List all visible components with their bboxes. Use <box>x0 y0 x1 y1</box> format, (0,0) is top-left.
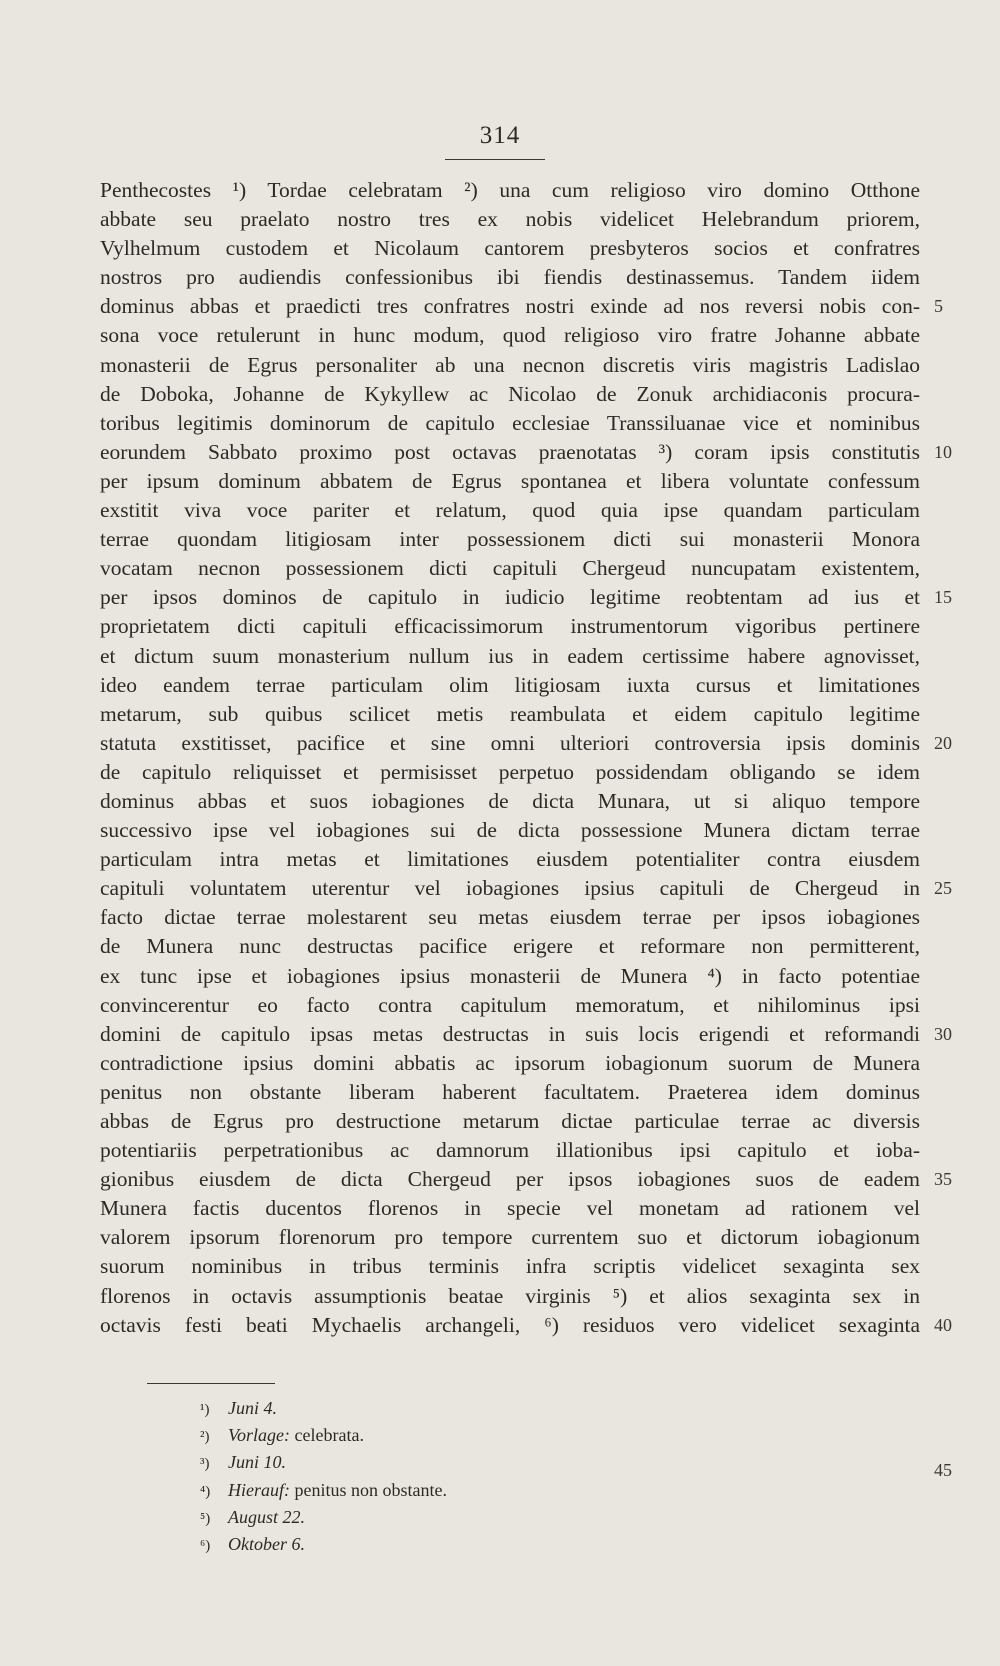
text-line: convincerentur eo facto contra capitulum memoratum, et nihilominus ipsi <box>100 992 920 1017</box>
text-line: dominus abbas et praedicti tres confratres nostri exinde ad nos reversi nobis con- <box>100 294 920 319</box>
text-line: domini de capitulo ipsas metas destructas in suis locis erigendi et reformandi <box>100 1021 920 1046</box>
footnote-mark: ⁶) <box>200 1537 211 1554</box>
line-number: 40 <box>934 1314 952 1335</box>
text-line: successivo ipse vel iobagiones sui de dicta possessione Munera dictam terrae <box>100 818 920 843</box>
footnote-term: August 22. <box>228 1506 306 1527</box>
main-text-block <box>100 176 920 1340</box>
footnote <box>200 1449 700 1476</box>
text-line: Munera factis ducentos florenos in specie vel monetam ad rationem vel <box>100 1196 920 1221</box>
footnote <box>200 1477 700 1504</box>
text-line: penitus non obstante liberam haberent facultatem. Praeterea idem dominus <box>100 1079 920 1104</box>
footnote-term: Juni 10. <box>228 1452 286 1473</box>
line-number: 35 <box>934 1169 952 1190</box>
page-number-underline <box>445 159 545 160</box>
line-number: 25 <box>934 878 952 899</box>
text-line: per ipsos dominos de capitulo in iudicio legitime reobtentam ad ius et <box>100 585 920 610</box>
text-line: et dictum suum monasterium nullum ius in eadem certissime habere agnovisset, <box>100 643 920 668</box>
text-line: toribus legitimis dominorum de capitulo ecclesiae Transsiluanae vice et nominibus <box>100 410 920 435</box>
footnote-term: Juni 4. <box>228 1398 277 1418</box>
footnotes-block <box>200 1395 700 1558</box>
text-line: de Munera nunc destructas pacifice erigere et reformare non permitterent, <box>100 934 920 959</box>
text-line: metarum, sub quibus scilicet metis reambulata et eidem capitulo legitime <box>100 701 920 726</box>
footnote-separator <box>147 1383 275 1384</box>
footnote-mark: ⁵) <box>200 1510 211 1527</box>
footnote-term: Oktober 6. <box>228 1533 305 1554</box>
text-line: particulam intra metas et limitationes eiusdem potentialiter contra eiusdem <box>100 847 920 872</box>
text-line: florenos in octavis assumptionis beatae virginis ⁵) et alios sexaginta sex in <box>100 1283 920 1308</box>
footnote-mark: ⁴) <box>200 1483 211 1500</box>
footnote-text: celebrata. <box>290 1425 364 1446</box>
footnote <box>200 1422 700 1449</box>
text-line: sona voce retulerunt in hunc modum, quod religioso viro fratre Johanne abbate <box>100 323 920 348</box>
text-line: octavis festi beati Mychaelis archangeli, ⁶) residuos vero videlicet sexaginta <box>100 1312 920 1337</box>
line-number: 10 <box>934 441 952 462</box>
text-line: gionibus eiusdem de dicta Chergeud per ipsos iobagiones suos de eadem <box>100 1167 920 1192</box>
footnote-mark: ²) <box>200 1429 210 1446</box>
text-line: exstitit viva voce pariter et relatum, quod quia ipse quandam particulam <box>100 498 920 523</box>
text-line: capituli voluntatem uterentur vel iobagiones ipsius capituli de Chergeud in <box>100 876 920 901</box>
line-number: 15 <box>934 587 952 608</box>
text-line: valorem ipsorum florenorum pro tempore currentem suo et dictorum iobagionum <box>100 1225 920 1250</box>
text-line: terrae quondam litigiosam inter possessionem dicti sui monasterii Monora <box>100 527 920 552</box>
text-line: monasterii de Egrus personaliter ab una necnon discretis viris magistris Ladislao <box>100 352 920 377</box>
footnote <box>200 1531 700 1558</box>
line-number: 45 <box>934 1460 952 1481</box>
text-line: Penthecostes ¹) Tordae celebratam ²) una cum religioso viro domino Otthone <box>100 178 920 202</box>
text-line: ex tunc ipse et iobagiones ipsius monasterii de Munera ⁴) in facto potentiae <box>100 963 920 988</box>
text-line: abbate seu praelato nostro tres ex nobis videlicet Helebrandum priorem, <box>100 207 920 232</box>
text-line: ideo eandem terrae particulam olim litigiosam iuxta cursus et limitationes <box>100 672 920 697</box>
footnote-term: Vorlage: <box>228 1425 290 1446</box>
footnote-text: penitus non obstante. <box>290 1479 447 1500</box>
line-number: 20 <box>934 732 952 753</box>
text-line: eorundem Sabbato proximo post octavas praenotatas ³) coram ipsis constitutis <box>100 439 920 464</box>
text-line: potentiariis perpetrationibus ac damnorum illationibus ipsi capitulo et ioba- <box>100 1138 920 1163</box>
text-line: statuta exstitisset, pacifice et sine omni ulteriori controversia ipsis dominis <box>100 730 920 755</box>
text-line: dominus abbas et suos iobagiones de dicta Munara, ut si aliquo tempore <box>100 788 920 813</box>
text-line: Vylhelmum custodem et Nicolaum cantorem presbyteros socios et confratres <box>100 236 920 261</box>
text-line: per ipsum dominum abbatem de Egrus spontanea et libera voluntate confessum <box>100 468 920 493</box>
footnote <box>200 1504 700 1531</box>
text-line: de capitulo reliquisset et permisisset perpetuo possidendam obligando se idem <box>100 759 920 784</box>
footnote-term: Hierauf: <box>228 1479 290 1500</box>
text-line: proprietatem dicti capituli efficacissimorum instrumentorum vigoribus pertinere <box>100 614 920 639</box>
text-line: nostros pro audiendis confessionibus ibi fiendis destinassemus. Tandem iidem <box>100 265 920 290</box>
footnote-mark: ³) <box>200 1456 210 1473</box>
page-number: 314 <box>479 122 521 149</box>
text-line: contradictione ipsius domini abbatis ac ipsorum iobagionum suorum de Munera <box>100 1050 920 1075</box>
text-line: facto dictae terrae molestarent seu metas eiusdem terrae per ipsos iobagiones <box>100 905 920 930</box>
text-line: abbas de Egrus pro destructione metarum dictae particulae terrae ac diversis <box>100 1109 920 1133</box>
footnote <box>200 1395 700 1422</box>
footnote-mark: ¹) <box>200 1402 210 1418</box>
text-line: suorum nominibus in tribus terminis infra scriptis videlicet sexaginta sex <box>100 1254 920 1279</box>
line-number: 30 <box>934 1023 952 1044</box>
text-line: de Doboka, Johanne de Kykyllew ac Nicolao de Zonuk archidiaconis procura- <box>100 381 920 406</box>
line-number: 5 <box>934 296 943 317</box>
text-line: vocatam necnon possessionem dicti capituli Chergeud nuncupatam existentem, <box>100 556 920 581</box>
